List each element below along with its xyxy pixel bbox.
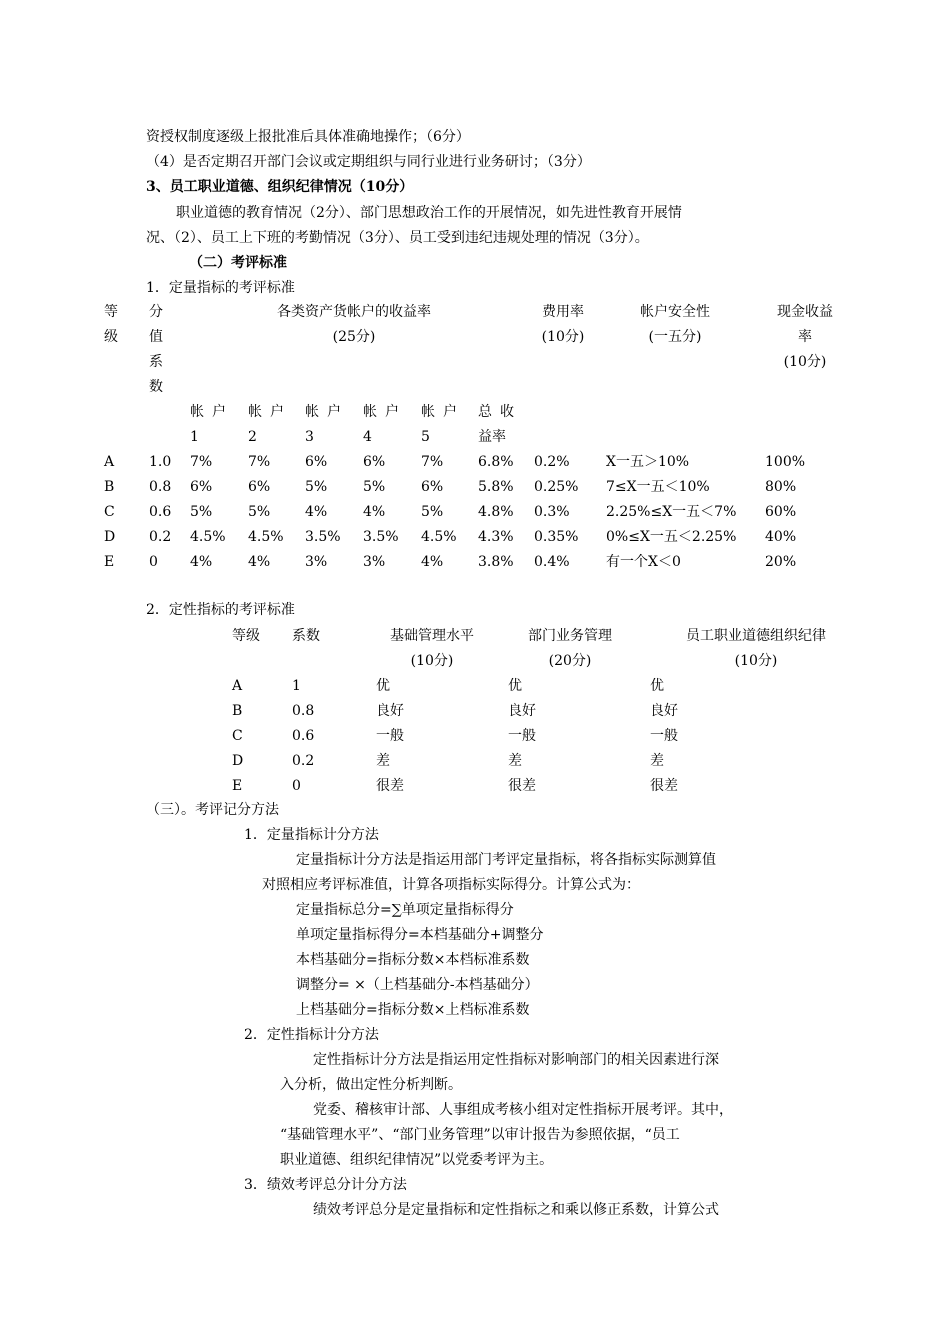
text-line: 况、（2）、员工上下班的考勤情况（3分）、员工受到违纪违规处理的情况（3分）。 (146, 230, 649, 246)
table-cell: 0.2 (149, 529, 172, 545)
header-safety-points: (一五分) (648, 329, 702, 345)
table-cell: 3% (305, 554, 328, 570)
table-cell: 4% (363, 504, 386, 520)
header-staff: 员工职业道德组织纪律 (686, 628, 826, 644)
table-cell: 优 (376, 678, 390, 694)
table-cell: 6% (305, 454, 328, 470)
header-fee: 费用率 (542, 304, 584, 320)
formula-line: 本档基础分=指标分数×本档标准系数 (296, 952, 530, 968)
table-cell: 6% (248, 479, 271, 495)
table-cell: D (232, 753, 244, 769)
table-cell: 优 (650, 678, 664, 694)
table-cell: 0.25% (534, 479, 579, 495)
subheader-cell: 帐户 (190, 404, 234, 420)
subheader-cell: 帐户 (248, 404, 292, 420)
table-cell: 良好 (376, 703, 404, 719)
table-cell: 3% (363, 554, 386, 570)
table-cell: 0%≤X一五＜2.25% (606, 529, 737, 545)
subheader-cell: 5 (421, 429, 430, 445)
table-cell: 有一个X＜0 (606, 554, 681, 570)
table-cell: 0 (292, 778, 301, 794)
formula-line: 上档基础分=指标分数×上档标准系数 (296, 1002, 530, 1018)
formula-line: 调整分= ×（上档基础分-本档基础分） (296, 977, 539, 993)
table-cell: 0.6 (292, 728, 315, 744)
table-cell: 3.5% (305, 529, 341, 545)
header-coef: 分 (149, 304, 163, 320)
table-cell: X一五＞10% (606, 454, 690, 470)
table-cell: 0.2 (292, 753, 315, 769)
table-cell: 0.8 (292, 703, 315, 719)
subheader-cell: 帐户 (363, 404, 407, 420)
table-cell: 0.35% (534, 529, 579, 545)
table-cell: 4% (190, 554, 213, 570)
table-cell: 良好 (650, 703, 678, 719)
table-cell: 0.8 (149, 479, 172, 495)
header-yield-points: (25分) (332, 329, 376, 345)
table-cell: 很差 (376, 778, 404, 794)
header-coef: 数 (149, 379, 163, 395)
table-cell: 4.5% (248, 529, 284, 545)
header-coef: 系数 (292, 628, 320, 644)
table-cell: 4% (248, 554, 271, 570)
subheader-cell: 1 (190, 429, 199, 445)
header-safety: 帐户安全性 (640, 304, 710, 320)
table-cell: 一般 (376, 728, 404, 744)
formula-line: 定量指标总分=∑单项定量指标得分 (296, 902, 514, 918)
table-cell: 4.5% (421, 529, 457, 545)
table-cell: 4.3% (478, 529, 514, 545)
table-cell: 5% (421, 504, 444, 520)
table-cell: 一般 (508, 728, 536, 744)
subheader-cell: 帐户 (421, 404, 465, 420)
table-cell: 0.4% (534, 554, 570, 570)
table-cell: 6.8% (478, 454, 514, 470)
table-cell: 7≤X一五＜10% (606, 479, 710, 495)
table-cell: 很差 (650, 778, 678, 794)
table-cell: B (232, 703, 243, 719)
table-cell: 4% (421, 554, 444, 570)
header-fee-points: (10分) (541, 329, 585, 345)
table-cell: 良好 (508, 703, 536, 719)
section-heading: （三）。考评记分方法 (146, 802, 279, 818)
subsection-heading: 3．绩效考评总分计分方法 (244, 1177, 407, 1193)
header-dept-points: (20分) (548, 653, 592, 669)
table-cell: D (104, 529, 116, 545)
header-staff-points: (10分) (734, 653, 778, 669)
table-cell: 0.6 (149, 504, 172, 520)
table-cell: 差 (650, 753, 664, 769)
table-cell: C (104, 504, 115, 520)
table-cell: 优 (508, 678, 522, 694)
header-basic: 基础管理水平 (390, 628, 474, 644)
table-cell: 100% (765, 454, 806, 470)
table-cell: 很差 (508, 778, 536, 794)
table-cell: 3.5% (363, 529, 399, 545)
table-cell: 3.8% (478, 554, 514, 570)
subsection-heading: 2．定性指标的考评标准 (146, 602, 295, 618)
table-cell: 20% (765, 554, 797, 570)
table-cell: 差 (376, 753, 390, 769)
table-cell: A (104, 454, 115, 470)
header-grade: 等 (104, 304, 118, 320)
table-cell: 5% (248, 504, 271, 520)
table-cell: 4% (305, 504, 328, 520)
subheader-cell: 2 (248, 429, 257, 445)
text-line: 定量指标计分方法是指运用部门考评定量指标，将各指标实际测算值 (296, 852, 716, 868)
table-cell: 差 (508, 753, 522, 769)
text-line: 职业道德的教育情况（2分）、部门思想政治工作的开展情况，如先进性教育开展情 (176, 205, 682, 221)
text-line: 绩效考评总分是定量指标和定性指标之和乘以修正系数，计算公式 (313, 1202, 719, 1218)
table-cell: 80% (765, 479, 797, 495)
text-line: 入分析，做出定性分析判断。 (280, 1077, 462, 1093)
subsection-heading: 2．定性指标计分方法 (244, 1027, 379, 1043)
table-cell: 6% (363, 454, 386, 470)
table-cell: 1.0 (149, 454, 172, 470)
table-cell: 一般 (650, 728, 678, 744)
subsection-heading: 1．定量指标计分方法 (244, 827, 379, 843)
table-cell: A (232, 678, 243, 694)
subheader-cell: 4 (363, 429, 372, 445)
table-cell: 0.2% (534, 454, 570, 470)
header-grade: 等级 (232, 628, 260, 644)
table-cell: 60% (765, 504, 797, 520)
text-line: 党委、稽核审计部、人事组成考核小组对定性指标开展考评。其中， (313, 1102, 733, 1118)
table-cell: 7% (190, 454, 213, 470)
formula-line: 单项定量指标得分=本档基础分+调整分 (296, 927, 544, 943)
header-grade: 级 (104, 329, 118, 345)
subheader-cell: 总收 (478, 404, 522, 420)
header-basic-points: (10分) (410, 653, 454, 669)
table-cell: 7% (248, 454, 271, 470)
subheader-cell: 益率 (478, 429, 506, 445)
header-coef: 系 (149, 354, 163, 370)
table-cell: 5.8% (478, 479, 514, 495)
table-cell: 40% (765, 529, 797, 545)
table-cell: 4.8% (478, 504, 514, 520)
subsection-heading: 1．定量指标的考评标准 (146, 280, 295, 296)
table-cell: E (232, 778, 243, 794)
table-cell: 5% (190, 504, 213, 520)
table-cell: 1 (292, 678, 301, 694)
table-cell: 0.3% (534, 504, 570, 520)
text-line: 定性指标计分方法是指运用定性指标对影响部门的相关因素进行深 (313, 1052, 719, 1068)
table-cell: 6% (190, 479, 213, 495)
table-cell: 6% (421, 479, 444, 495)
header-dept: 部门业务管理 (528, 628, 612, 644)
table-cell: 4.5% (190, 529, 226, 545)
text-line: 对照相应考评标准值，计算各项指标实际得分。计算公式为： (262, 877, 640, 893)
text-line: “基础管理水平”、“部门业务管理”以审计报告为参照依据，“员工 (280, 1127, 680, 1143)
header-cash: 率 (798, 329, 812, 345)
table-cell: B (104, 479, 115, 495)
header-cash: 现金收益 (777, 304, 833, 320)
header-yield: 各类资产货帐户的收益率 (277, 304, 431, 320)
header-cash-points: (10分) (783, 354, 827, 370)
table-cell: 5% (363, 479, 386, 495)
text-line: 职业道德、组织纪律情况”以党委考评为主。 (280, 1152, 554, 1168)
table-cell: E (104, 554, 115, 570)
table-cell: 2.25%≤X一五＜7% (606, 504, 737, 520)
subheader-cell: 帐户 (305, 404, 349, 420)
header-coef: 值 (149, 329, 163, 345)
section-heading: 3、员工职业道德、组织纪律情况（10分） (146, 179, 414, 195)
subheader-cell: 3 (305, 429, 314, 445)
table-cell: 5% (305, 479, 328, 495)
text-line: （4）是否定期召开部门会议或定期组织与同行业进行业务研讨；（3分） (146, 154, 591, 170)
table-cell: C (232, 728, 243, 744)
section-heading: （二）考评标准 (189, 255, 287, 271)
table-cell: 7% (421, 454, 444, 470)
table-cell: 0 (149, 554, 158, 570)
text-line: 资授权制度逐级上报批准后具体准确地操作；（6分） (146, 129, 470, 145)
